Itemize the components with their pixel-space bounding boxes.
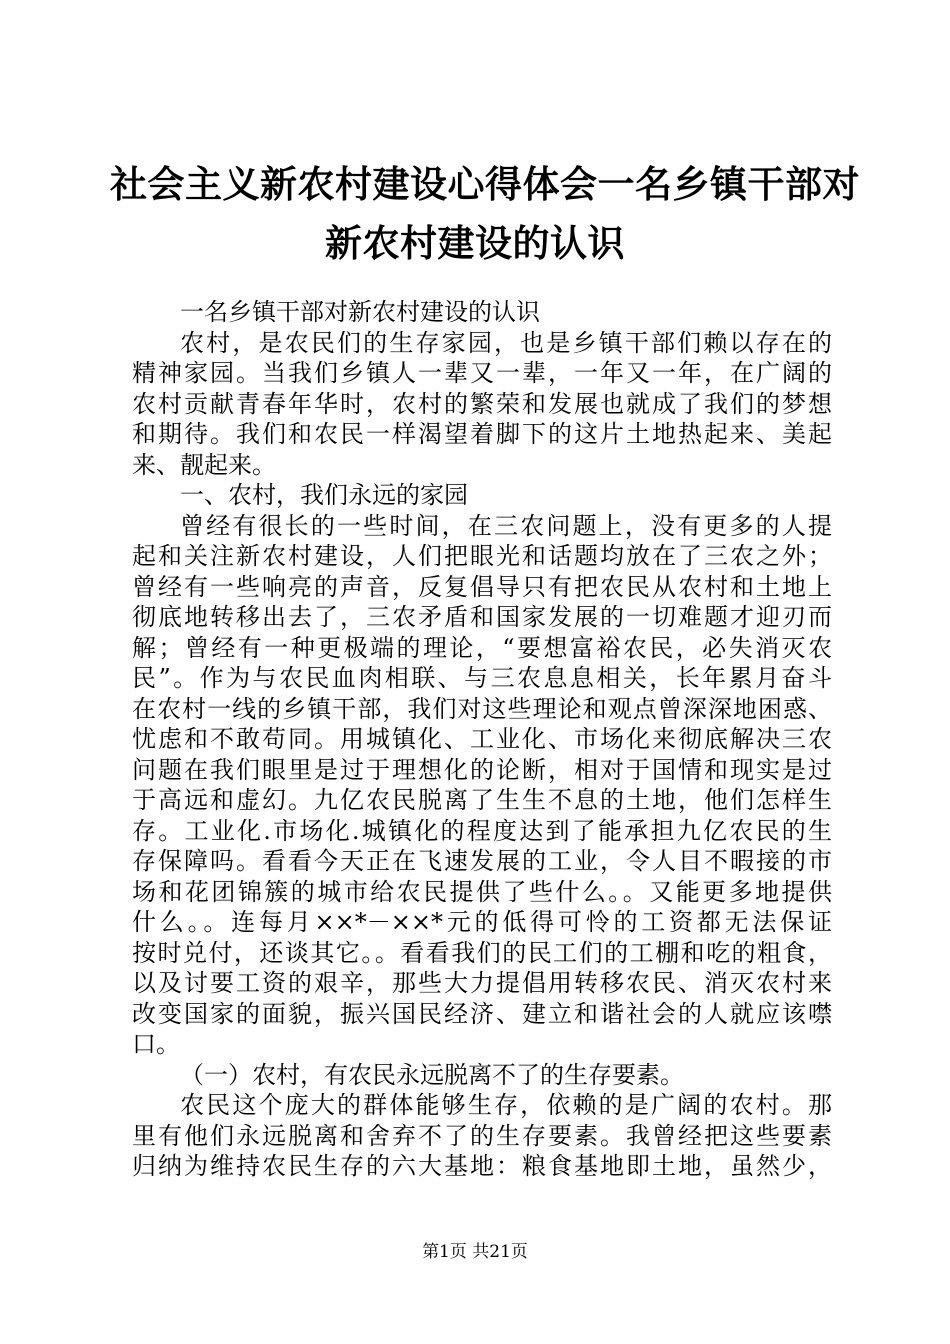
text-line: 归纳为维持农民生存的六大基地：粮食基地即土地，虽然少， [132, 1152, 832, 1180]
text-line: 场和花团锦簇的城市给农民提供了些什么。。又能更多地提供 [132, 877, 832, 906]
text-line: 忧虑和不敢苟同。用城镇化、工业化、市场化来彻底解决三农 [132, 725, 832, 753]
document-body [132, 297, 832, 1182]
text-line: 一、农村，我们永远的家园 [180, 481, 468, 509]
text-line: 农民这个庞大的群体能够生存，依赖的是广阔的农村。那 [180, 1091, 832, 1119]
text-line: 解；曾经有一种更极端的理论，“要想富裕农民，必失消灭农 [132, 633, 832, 662]
text-line: 里有他们永远脱离和舍弃不了的生存要素。我曾经把这些要素 [132, 1121, 832, 1150]
text-line: 改变国家的面貌，振兴国民经济、建立和谐社会的人就应该噤 [132, 999, 832, 1028]
text-line: 口。 [132, 1030, 180, 1058]
text-line: 以及讨要工资的艰辛，那些大力提倡用转移农民、消灭农村来 [132, 969, 832, 997]
text-line: 曾经有一些响亮的声音，反复倡导只有把农民从农村和土地上 [132, 572, 832, 601]
text-line: 存保障吗。看看今天正在飞速发展的工业，令人目不暇接的市 [132, 847, 832, 875]
text-line: 民”。作为与农民血肉相联、与三农息息相关，长年累月奋斗 [132, 664, 832, 692]
text-line: 问题在我们眼里是过于理想化的论断，相对于国情和现实是过 [132, 755, 832, 784]
text-line: 于高远和虚幻。九亿农民脱离了生生不息的土地，他们怎样生 [132, 786, 832, 814]
text-line: 在农村一线的乡镇干部，我们对这些理论和观点曾深深地困惑、 [132, 694, 832, 723]
text-line: （一）农村，有农民永远脱离不了的生存要素。 [180, 1060, 684, 1089]
text-line: 精神家园。当我们乡镇人一辈又一辈，一年又一年，在广阔的 [132, 359, 832, 387]
text-line: 来、靓起来。 [132, 450, 276, 479]
text-line: 什么。。连每月××*－××*元的低得可怜的工资都无法保证 [132, 908, 832, 936]
text-line: 彻底地转移出去了，三农矛盾和国家发展的一切难题才迎刃而 [132, 603, 832, 631]
text-line: 存。工业化.市场化.城镇化的程度达到了能承担九亿农民的生 [132, 816, 832, 845]
text-line: 农村，是农民们的生存家园，也是乡镇干部们赖以存在的 [180, 328, 832, 357]
page-number-footer: 第1页 共21页 [422, 1242, 528, 1262]
text-line: 曾经有很长的一些时间，在三农问题上，没有更多的人提 [180, 511, 832, 540]
text-line: 和期待。我们和农民一样渴望着脚下的这片土地热起来、美起 [132, 420, 832, 448]
text-line: 起和关注新农村建设，人们把眼光和话题均放在了三农之外； [132, 542, 832, 570]
document-title-line-2: 新农村建设的认识 [325, 221, 625, 265]
text-line: 农村贡献青春年华时，农村的繁荣和发展也就成了我们的梦想 [132, 389, 832, 418]
text-line: 一名乡镇干部对新农村建设的认识 [180, 298, 540, 326]
document-title-line-1: 社会主义新农村建设心得体会一名乡镇干部对 [110, 162, 860, 206]
text-line: 按时兑付，还谈其它。。看看我们的民工们的工棚和吃的粗食， [132, 938, 832, 967]
